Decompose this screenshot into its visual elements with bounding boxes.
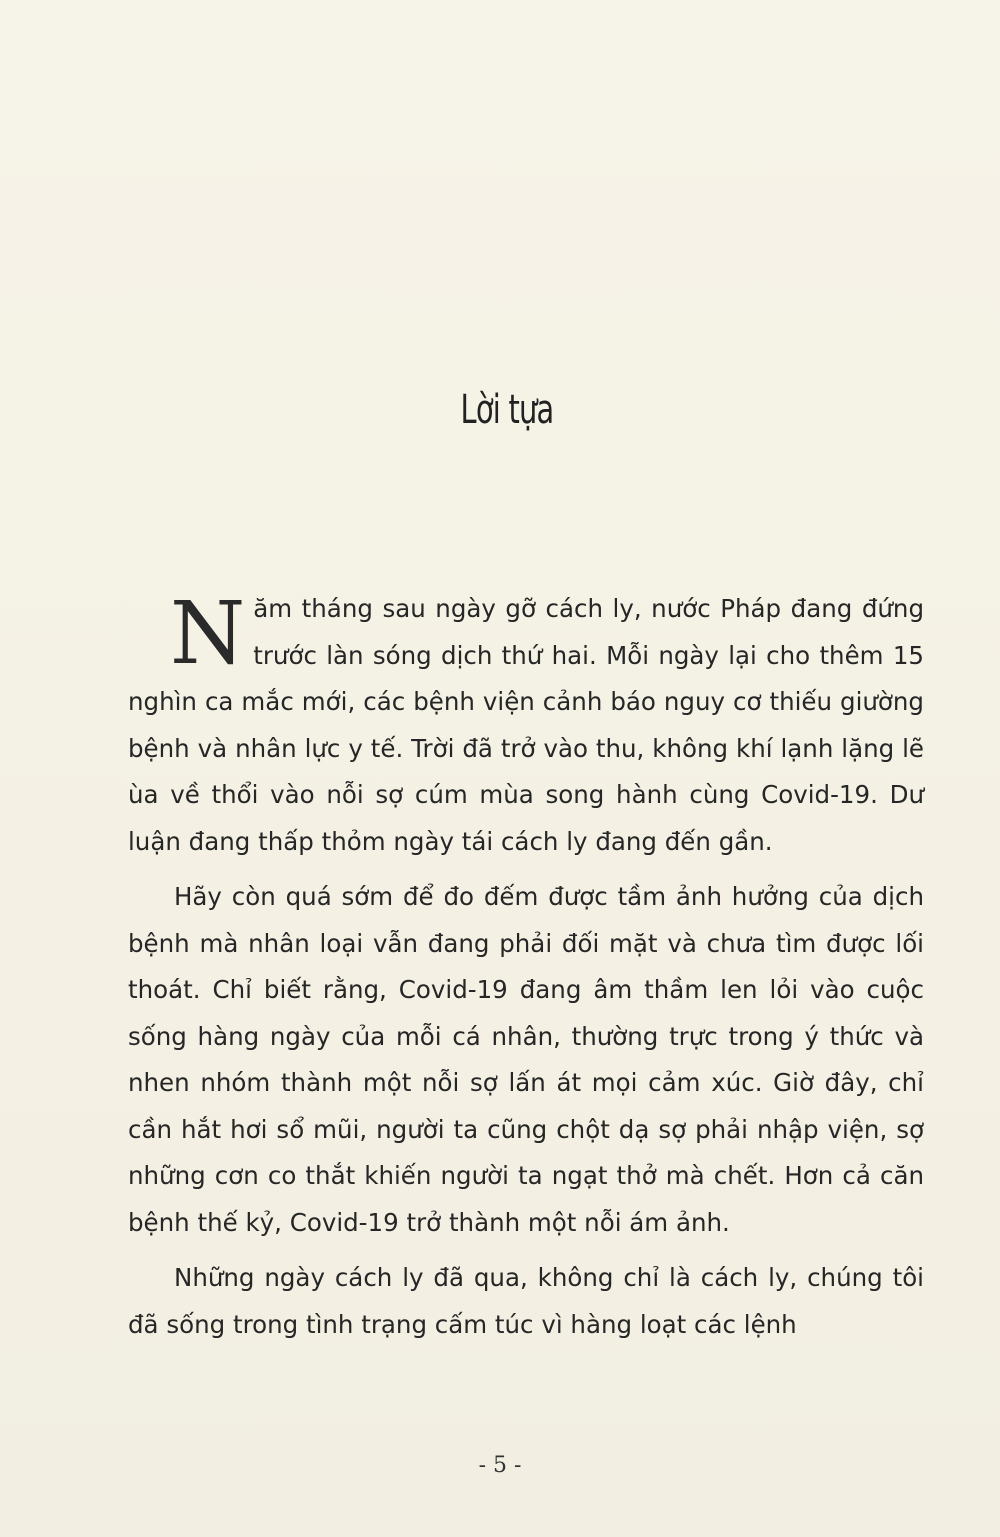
drop-cap: N <box>170 584 246 684</box>
paragraph-1-text: ăm tháng sau ngày gỡ cách ly, nước Pháp đang đứng trước làn sóng dịch thứ hai. Mỗi ngày lại cho thêm 15 nghìn ca mắc mới, các bệnh viện cảnh báo nguy cơ thiếu giường bệnh và nhân lực y tế. Trời đã trở vào thu, không khí lạnh lặng lẽ ùa về thổi vào nỗi sợ cúm mùa song hành cùng Covid-19. Dư luận đang thấp thỏm ngày tái cách ly đang đến gần. <box>128 594 924 856</box>
page-number: - 5 - <box>478 1453 522 1478</box>
paragraph-2: Hãy còn quá sớm để đo đếm được tầm ảnh hưởng của dịch bệnh mà nhân loại vẫn đang phải đối mặt và chưa tìm được lối thoát. Chỉ biết rằng, Covid-19 đang âm thầm len lỏi vào cuộc sống hàng ngày của mỗi cá nhân, thường trực trong ý thức và nhen nhóm thành một nỗi sợ lấn át mọi cảm xúc. Giờ đây, chỉ cần hắt hơi sổ mũi, người ta cũng chột dạ sợ phải nhập viện, sợ những cơn co thắt khiến người ta ngạt thở mà chết. Hơn cả căn bệnh thế kỷ, Covid-19 trở thành một nỗi ám ảnh. <box>128 882 924 1237</box>
paragraph-1 <box>128 586 924 865</box>
chapter-title: Lời tựa <box>460 386 554 433</box>
body-text <box>128 586 924 1348</box>
paragraph-3: Những ngày cách ly đã qua, không chỉ là cách ly, chúng tôi đã sống trong tình trạng cấm túc vì hàng loạt các lệnh <box>128 1263 924 1339</box>
